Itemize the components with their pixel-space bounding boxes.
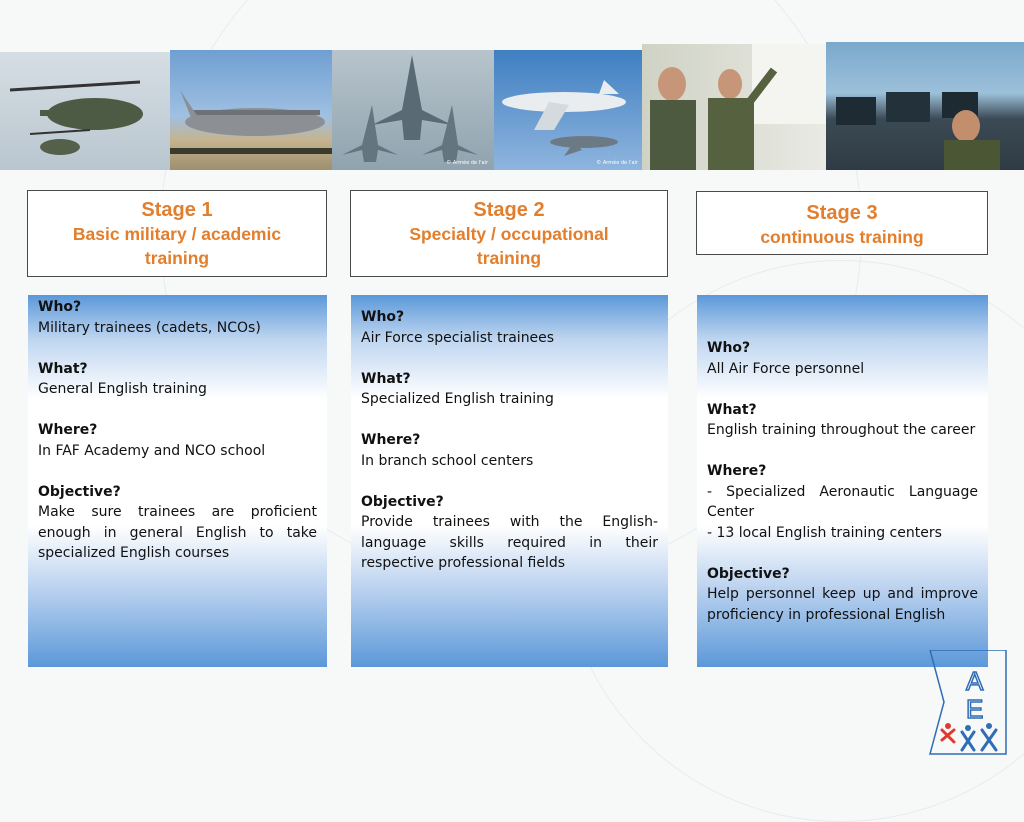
who-value: All Air Force personnel [707, 360, 865, 377]
who-label: Who? [361, 309, 405, 325]
stage-title: Stage 1 [141, 199, 213, 221]
where-label: Where? [707, 463, 767, 479]
where-label: Where? [361, 432, 421, 448]
stage-subtitle: continuous training [760, 227, 924, 247]
objective-value: Provide trainees with the English-language skills required in their respective professional fields [361, 514, 658, 571]
objective-label: Objective? [38, 483, 121, 500]
control-tower-photo [826, 42, 1024, 170]
photo-strip [0, 42, 1024, 172]
who-label: Who? [38, 299, 82, 315]
who-value: Air Force specialist trainees [361, 329, 555, 346]
what-label: What? [361, 370, 411, 387]
airliner-and-jet-photo [494, 50, 642, 170]
where-value: In branch school centers [361, 452, 534, 469]
svg-text:E: E [966, 694, 984, 724]
photo-credit: © Armée de l'air [446, 160, 488, 166]
ae-logo [922, 650, 1012, 760]
stage-title: Stage 2 [473, 199, 545, 221]
stage-subtitle: Basic military / academic training [72, 224, 282, 268]
stage-subtitle: Specialty / occupational training [409, 224, 609, 268]
what-value: Specialized English training [361, 391, 554, 407]
what-label: What? [38, 360, 88, 377]
objective-label: Objective? [707, 565, 790, 582]
what-label: What? [707, 401, 757, 418]
where-value: In FAF Academy and NCO school [38, 442, 266, 459]
svg-text:A: A [966, 666, 984, 696]
transport-aircraft-photo [170, 50, 332, 170]
stage-3-header [696, 191, 988, 255]
stage-title: Stage 3 [806, 202, 878, 224]
officers-at-board-photo [642, 44, 826, 170]
fighter-jets-photo [332, 50, 494, 170]
who-label: Who? [707, 340, 751, 356]
stage-2-header [350, 190, 668, 277]
where-value-1: - Specialized Aeronautic Language Center [707, 483, 978, 520]
stage-2-panel [351, 295, 668, 667]
objective-value: Make sure trainees are proficient enough in general English to take specialized English courses [38, 504, 317, 561]
stage-1-header [27, 190, 327, 277]
photo-credit: © Armée de l'air [596, 160, 638, 166]
who-value: Military trainees (cadets, NCOs) [38, 319, 261, 336]
where-label: Where? [38, 422, 98, 438]
what-value: General English training [38, 381, 207, 397]
objective-label: Objective? [361, 493, 444, 510]
helicopter-photo [0, 52, 170, 170]
where-value-2: - 13 local English training centers [707, 524, 942, 541]
what-value: English training throughout the career [707, 422, 976, 438]
stage-1-panel [28, 295, 327, 667]
stage-3-panel [697, 295, 988, 667]
objective-value: Help personnel keep up and improve proficiency in professional English [707, 586, 978, 623]
